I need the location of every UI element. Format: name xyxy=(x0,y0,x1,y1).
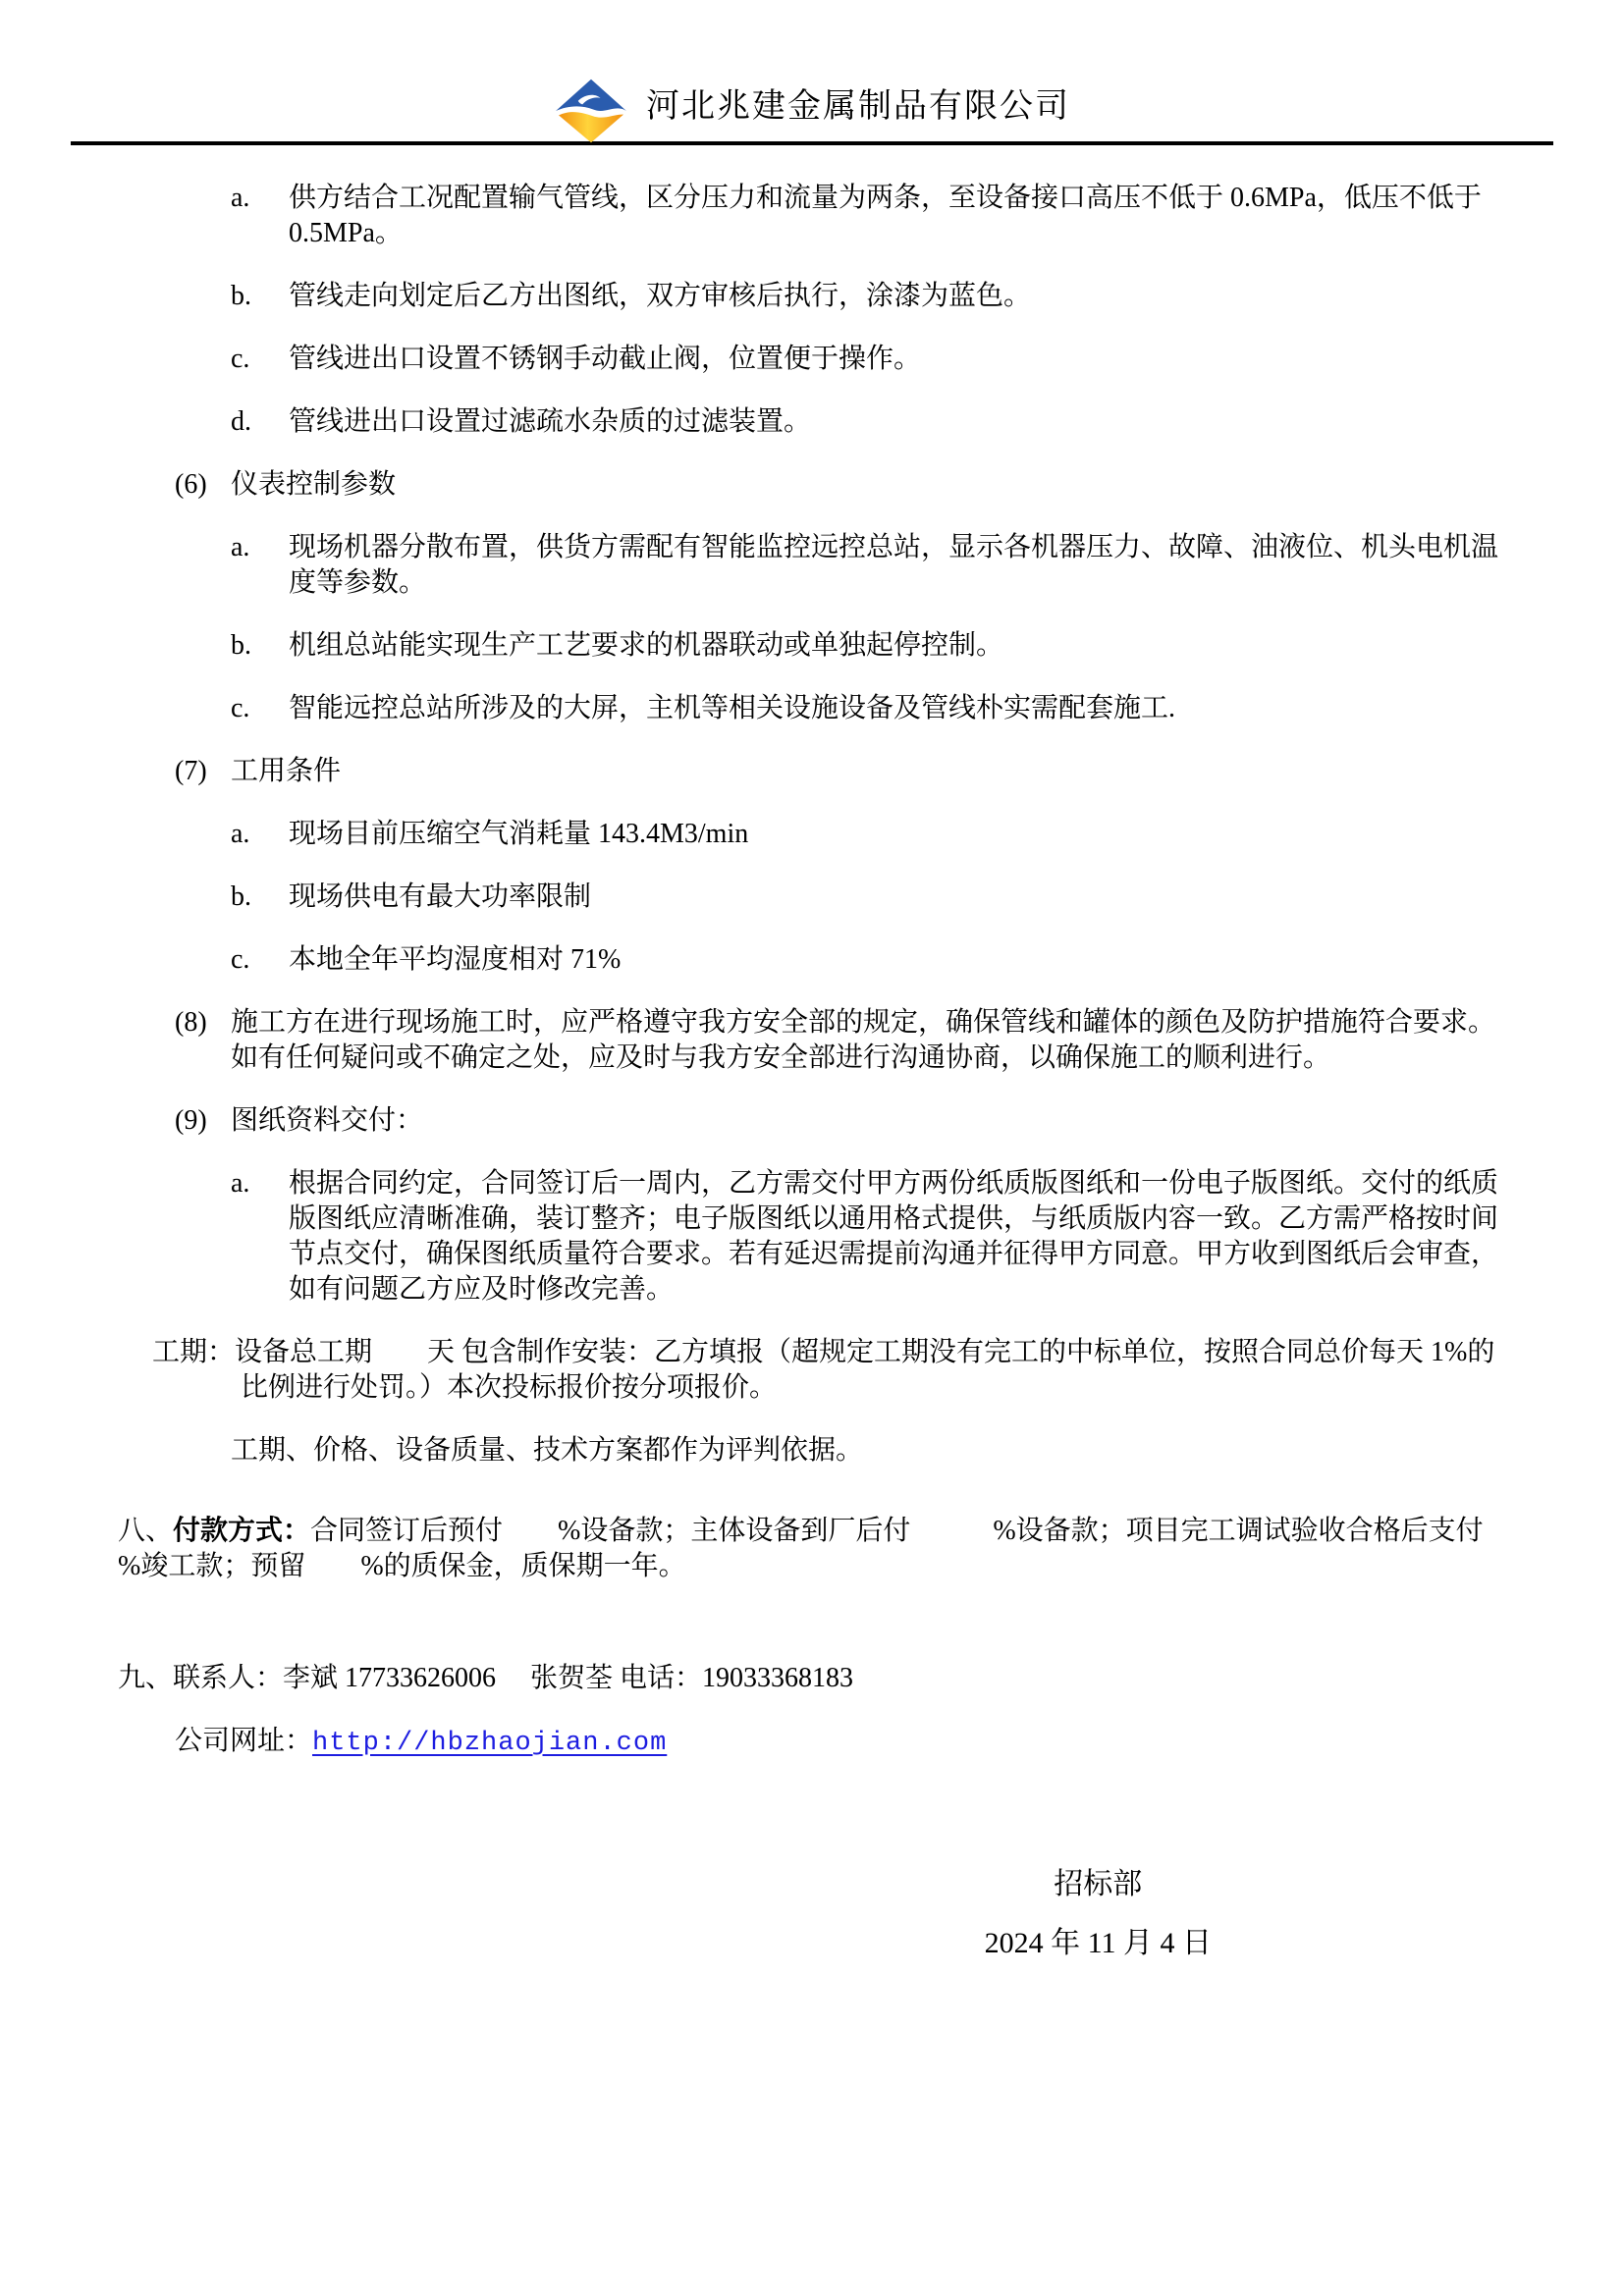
list-item-a xyxy=(0,181,1624,251)
section-8-paragraph xyxy=(0,1005,1624,1076)
evaluation-criteria: 工期、价格、设备质量、技术方案都作为评判依据。 xyxy=(231,1435,864,1466)
spacer xyxy=(0,1789,1624,1867)
section-7-heading xyxy=(0,754,1624,789)
section-7-item-b xyxy=(0,880,1624,915)
list-marker: a. xyxy=(231,1168,250,1199)
list-item-text: 根据合同约定，合同签订后一周内，乙方需交付甲方两份纸质版图纸和一份电子版图纸。交付的纸质版图纸应清晰准确，装订整齐；电子版图纸以通用格式提供，与纸质版内容一致。乙方需严格按时间节点交付，确保图纸质量符合要求。若有延迟需提前沟通并征得甲方同意。甲方收到图纸后会审查，如有问题乙方应及时修改完善。 xyxy=(289,1168,1499,1305)
section-marker: (6) xyxy=(175,469,207,500)
contacts-line: 九、联系人：李斌 17733626006 张贺荃 电话：19033368183 xyxy=(118,1663,854,1693)
section-6-item-b xyxy=(0,628,1624,664)
website-line xyxy=(0,1724,1624,1761)
list-item-c xyxy=(0,342,1624,377)
section-text: 施工方在进行现场施工时，应严格遵守我方安全部的规定，确保管线和罐体的颜色及防护措施符合要求。如有任何疑问或不确定之处，应及时与我方安全部进行沟通协商，以确保施工的顺利进行。 xyxy=(231,1007,1496,1073)
list-item-text: 现场供电有最大功率限制 xyxy=(289,881,592,912)
list-marker: c. xyxy=(231,344,250,374)
list-item-text: 管线走向划定后乙方出图纸，双方审核后执行，涂漆为蓝色。 xyxy=(289,281,1032,311)
list-marker: a. xyxy=(231,819,250,849)
payment-label: 付款方式： xyxy=(173,1516,311,1546)
list-item-text: 管线进出口设置过滤疏水杂质的过滤装置。 xyxy=(289,406,812,437)
duration-paragraph: 工期：设备总工期 天 包含制作安装：乙方填报（超规定工期没有完工的中标单位，按照合同总价每天 1%的比例进行处罚。）本次投标报价按分项报价。 xyxy=(152,1337,1495,1403)
payment-prefix: 八、 xyxy=(118,1516,174,1546)
spacer xyxy=(0,1496,1624,1514)
section-title: 工用条件 xyxy=(231,756,342,786)
section-title: 图纸资料交付： xyxy=(231,1105,424,1136)
section-7-item-a xyxy=(0,817,1624,852)
section-6-item-c xyxy=(0,691,1624,726)
list-marker: b. xyxy=(231,630,251,661)
list-item-b xyxy=(0,279,1624,314)
list-marker: b. xyxy=(231,881,251,912)
list-item-text: 供方结合工况配置输气管线，区分压力和流量为两条，至设备接口高压不低于 0.6MPa，低压不低于 0.5MPa。 xyxy=(289,183,1482,248)
list-marker: a. xyxy=(231,532,250,562)
list-item-text: 管线进出口设置不锈钢手动截止阀，位置便于操作。 xyxy=(289,344,922,374)
list-item-text: 本地全年平均湿度相对 71% xyxy=(289,944,622,975)
section-9-heading xyxy=(0,1103,1624,1139)
payment-paragraph xyxy=(0,1514,1624,1584)
section-7-item-c xyxy=(0,942,1624,978)
list-item-text: 智能远控总站所涉及的大屏，主机等相关设施设备及管线朴实需配套施工. xyxy=(289,693,1176,723)
company-website-link[interactable]: http://hbzhaojian.com xyxy=(312,1729,668,1758)
list-item-text: 机组总站能实现生产工艺要求的机器联动或单独起停控制。 xyxy=(289,630,1004,661)
signoff-block xyxy=(985,1867,1212,1961)
list-item-d xyxy=(0,404,1624,440)
company-logo-icon xyxy=(554,79,628,143)
document-body xyxy=(0,145,1624,1961)
list-marker: c. xyxy=(231,944,250,975)
signoff-department: 招标部 xyxy=(1054,1868,1143,1900)
website-label: 公司网址： xyxy=(175,1726,313,1756)
company-name: 河北兆建金属制品有限公司 xyxy=(646,88,1070,125)
section-marker: (9) xyxy=(175,1105,207,1136)
section-marker: (8) xyxy=(175,1007,207,1038)
list-marker: c. xyxy=(231,693,250,723)
section-6-item-a xyxy=(0,530,1624,601)
section-9-item-a xyxy=(0,1166,1624,1308)
list-marker: b. xyxy=(231,281,251,311)
section-marker: (7) xyxy=(175,756,207,786)
list-item-text: 现场目前压缩空气消耗量 143.4M3/min xyxy=(289,819,749,849)
list-item-text: 现场机器分散布置，供货方需配有智能监控远控总站，显示各机器压力、故障、油液位、机头电机温度等参数。 xyxy=(289,532,1499,598)
section-title: 仪表控制参数 xyxy=(231,469,397,500)
signoff-date: 2024 年 11 月 4 日 xyxy=(984,1927,1212,1959)
list-marker: d. xyxy=(231,406,251,437)
list-marker: a. xyxy=(231,183,250,213)
payment-body: 合同签订后预付 %设备款；主体设备到厂后付 %设备款；项目完工调试验收合格后支付 %竣工款；预留 %的质保金，质保期一年。 xyxy=(118,1516,1539,1581)
page-header xyxy=(71,79,1553,145)
section-6-heading xyxy=(0,467,1624,503)
spacer xyxy=(0,1612,1624,1661)
